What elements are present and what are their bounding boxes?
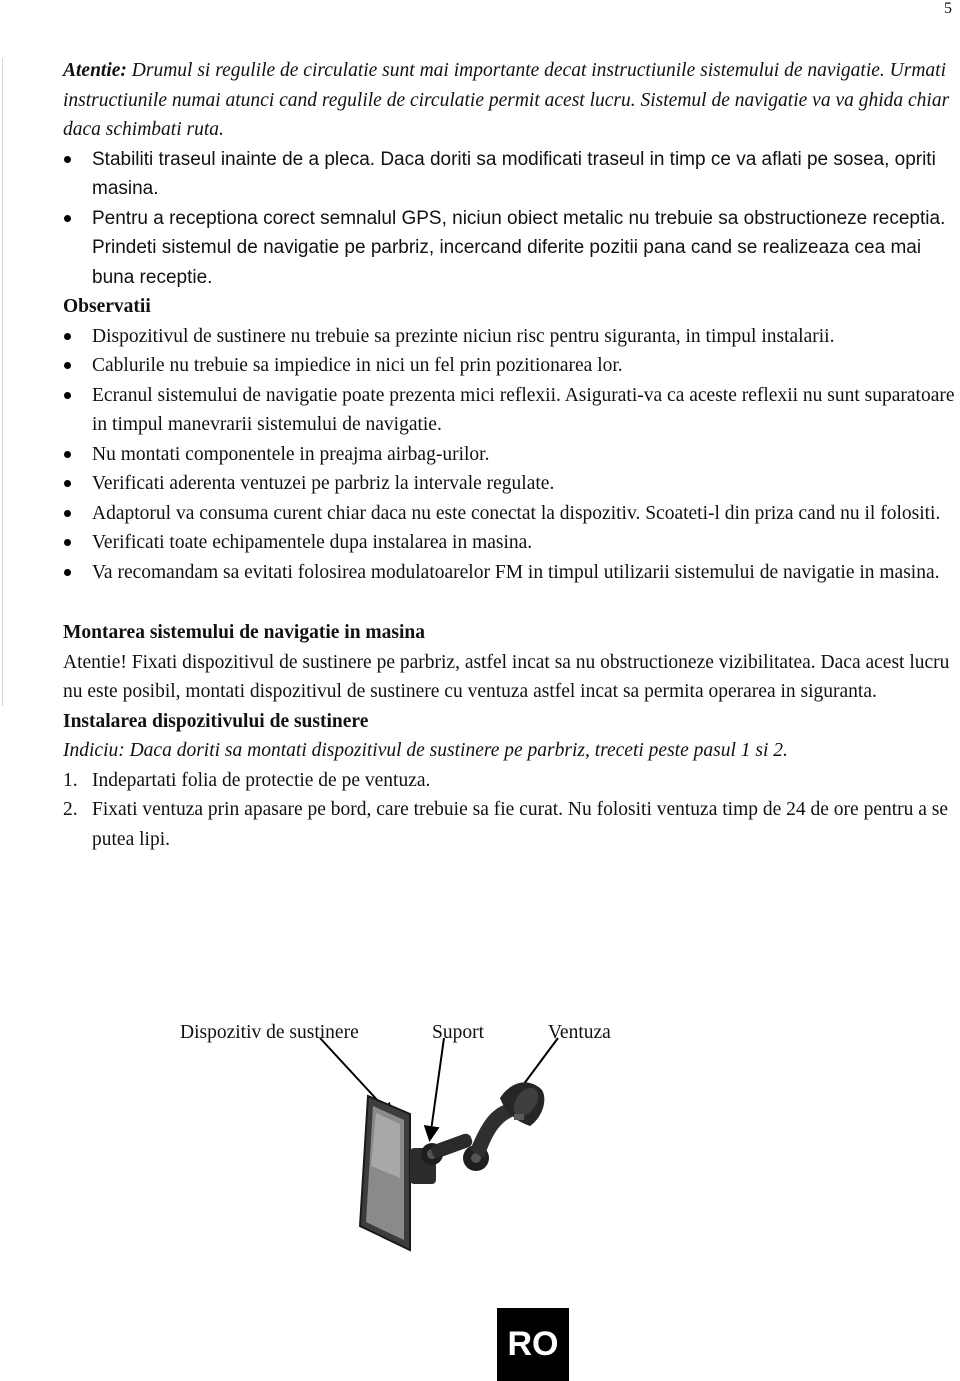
bullet-icon xyxy=(64,362,71,369)
intro-bullet-list xyxy=(63,145,958,293)
step-text: Fixati ventuza prin apasare pe bord, care trebuie sa fie curat. Nu folositi ventuza timp de 24 de ore pentru a se putea lipi. xyxy=(92,799,949,850)
page-content xyxy=(63,56,958,854)
list-item xyxy=(63,499,958,529)
bullet-text: Nu montati componentele in preajma airbag-urilor. xyxy=(92,443,490,465)
bullet-icon xyxy=(64,510,71,517)
list-item xyxy=(63,558,958,588)
list-item xyxy=(63,145,958,204)
bullet-icon xyxy=(64,215,71,222)
bullet-text: Cablurile nu trebuie sa impiedice in nici un fel prin pozitionarea lor. xyxy=(92,355,623,376)
support-pointer-arrow xyxy=(430,1038,444,1138)
warning-label: Atentie: xyxy=(63,60,127,81)
bullet-text: Adaptorul va consuma curent chiar daca nu este conectat la dispozitiv. Scoateti-l din priza cand nu il folositi. xyxy=(92,502,941,524)
gps-mount-illustration xyxy=(170,1018,670,1298)
bullet-text: Verificati toate echipamentele dupa instalarea in masina. xyxy=(92,532,533,553)
bullet-icon xyxy=(64,569,71,576)
list-item xyxy=(63,469,958,499)
list-item xyxy=(63,381,958,440)
mount-figure xyxy=(170,1018,670,1298)
mounting-text: Atentie! Fixati dispozitivul de sustinere pe parbriz, astfel incat sa nu obstructioneze vizibilitatea. Daca acest lucru nu este posibil, montati dispozitivul de sustinere cu ventuza astfel incat sa permita operarea in siguranta. xyxy=(63,651,950,702)
installation-hint: Indiciu: Daca doriti sa montati dispozitivul de sustinere pe parbriz, treceti peste pasul 1 si 2. xyxy=(63,740,788,761)
step-number: 1. xyxy=(63,769,78,791)
list-item xyxy=(63,322,958,352)
support-label: Suport xyxy=(432,1022,485,1043)
page-number: 5 xyxy=(944,0,952,17)
step-item xyxy=(63,795,958,854)
bullet-icon xyxy=(64,480,71,487)
observations-heading: Observatii xyxy=(63,296,151,317)
list-item xyxy=(63,204,958,293)
list-item xyxy=(63,528,958,558)
step-number: 2. xyxy=(63,799,78,820)
bullet-icon xyxy=(64,451,71,458)
gps-device-shape xyxy=(360,1096,410,1250)
bullet-text: Ecranul sistemului de navigatie poate prezenta mici reflexii. Asigurati-va ca aceste reflexii nu sunt suparatoare in timpul manevrarii sistemului de navigatie. xyxy=(92,384,955,435)
bullet-text: Stabiliti traseul inainte de a pleca. Daca doriti sa modificati traseul in timp ce va aflati pe sosea, opriti masina. xyxy=(92,148,936,199)
warning-intro xyxy=(63,56,958,145)
bullet-icon xyxy=(64,333,71,340)
bullet-text: Dispozitivul de sustinere nu trebuie sa prezinte niciun risc pentru siguranta, in timpul instalarii. xyxy=(92,325,835,347)
installation-steps xyxy=(63,766,958,855)
left-margin-rule xyxy=(2,58,3,706)
mounting-heading: Montarea sistemului de navigatie in masina xyxy=(63,622,426,643)
observations-list xyxy=(63,322,958,588)
step-text: Indepartati folia de protectie de pe ventuza. xyxy=(92,769,431,791)
list-item xyxy=(63,440,958,470)
bullet-text: Pentru a receptiona corect semnalul GPS, niciun obiect metalic nu trebuie sa obstructioneze receptia. Prindeti sistemul de navigatie pe parbriz, incercand diferite pozitii pana cand se realizeaza cea mai buna receptie. xyxy=(92,207,946,288)
language-badge: RO xyxy=(497,1308,569,1381)
bullet-text: Verificati aderenta ventuzei pe parbriz la intervale regulate. xyxy=(92,473,555,494)
bullet-icon xyxy=(64,539,71,546)
bullet-icon xyxy=(64,156,71,163)
list-item xyxy=(63,351,958,381)
mount-arm-shape xyxy=(470,1104,514,1158)
warning-text: Drumul si regulile de circulatie sunt mai importante decat instructiunile sistemului de navigatie. Urmati instructiunile numai atunci cand regulile de circulatie permit acest lucru. Sistemul de navigatie va va ghida chiar daca schimbati ruta. xyxy=(63,60,950,140)
installation-heading: Instalarea dispozitivului de sustinere xyxy=(63,710,369,732)
bullet-icon xyxy=(64,392,71,399)
step-item xyxy=(63,766,958,796)
bullet-text: Va recomandam sa evitati folosirea modulatoarelor FM in timpul utilizarii sistemului de navigatie in masina. xyxy=(92,561,940,583)
suction-cup-label: Ventuza xyxy=(548,1022,611,1043)
holder-label: Dispozitiv de sustinere xyxy=(180,1022,359,1043)
section-spacer xyxy=(63,587,958,618)
